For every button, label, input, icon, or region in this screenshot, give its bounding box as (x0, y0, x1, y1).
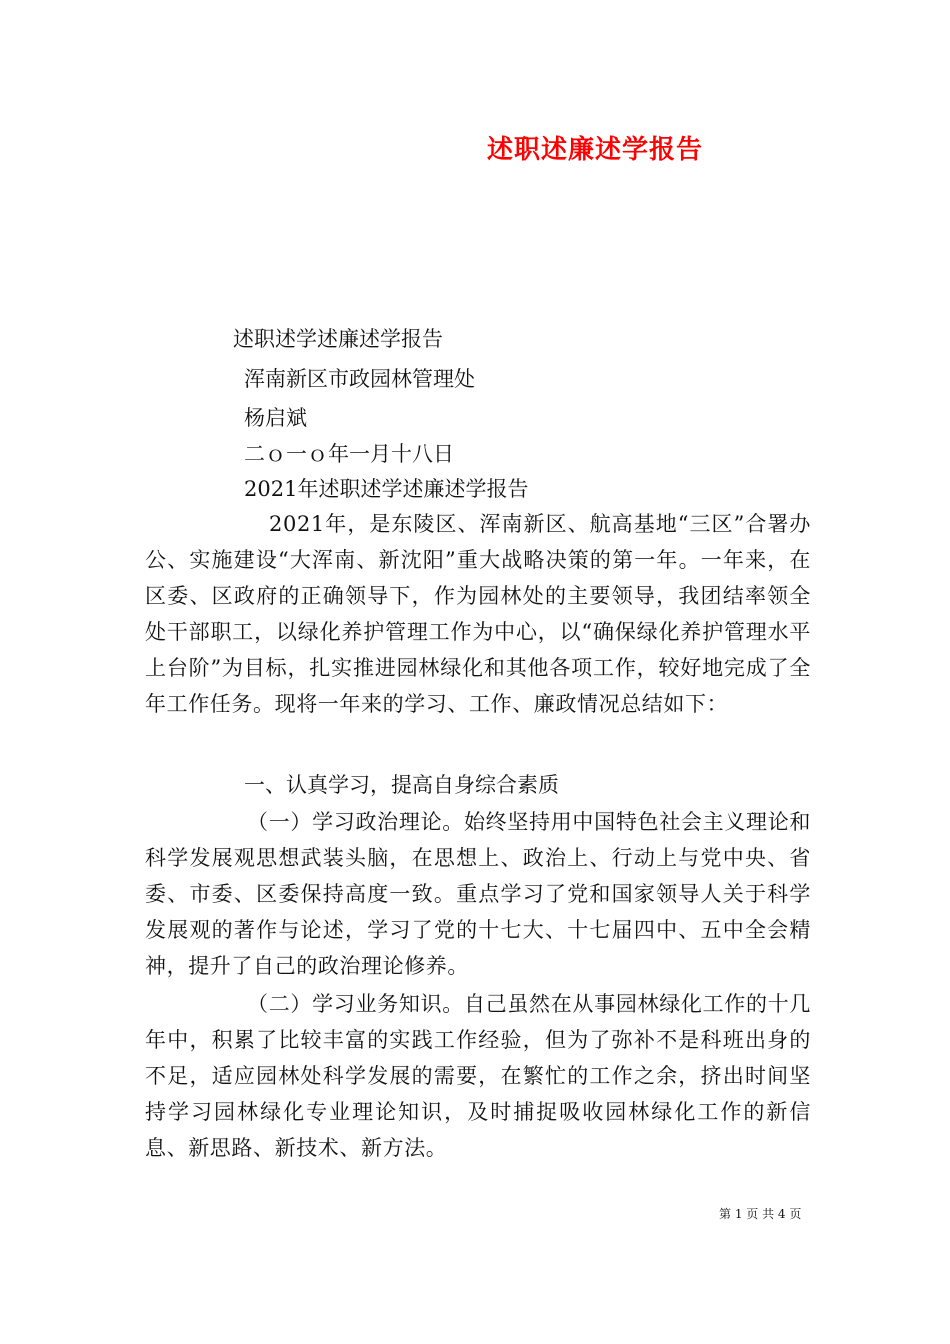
page-title: 述职述廉述学报告 (487, 135, 704, 165)
header-line-subtitle: 2021年述职述学述廉述学报告 (244, 477, 529, 501)
body-paragraph-intro: 2021年，是东陵区、浑南新区、航高基地“三区”合署办公、实施建设“大浑南、新沈阳”重大战略决策的第一年。一年来，在区委、区政府的正确领导下，作为园林处的主要领导，我团结率领全处干部职工，以绿化养护管理工作为中心，以“确保绿化养护管理水平上台阶”为目标，扎实推进园林绿化和其他各项工作，较好地完成了全年工作任务。现将一年来的学习、工作、廉政情况总结如下： (145, 512, 811, 716)
page-footer: 第 1 页 共 4 页 (719, 1207, 802, 1221)
header-line-date: 二ｏ一ｏ年一月十八日 (244, 442, 454, 466)
body-paragraph-business: （二）学习业务知识。自己虽然在从事园林绿化工作的十几年中，积累了比较丰富的实践工作经验，但为了弥补不是科班出身的不足，适应园林处科学发展的需要，在繁忙的工作之余，挤出时间坚持学习园林绿化专业理论知识，及时捕捉吸收园林绿化工作的新信息、新思路、新技术、新方法。 (145, 992, 811, 1160)
section-heading-1: 一、认真学习，提高自身综合素质 (244, 773, 559, 797)
header-line-author: 杨启斌 (244, 406, 307, 430)
header-line-report-title: 述职述学述廉述学报告 (233, 327, 443, 351)
header-line-organization: 浑南新区市政园林管理处 (244, 367, 475, 391)
body-paragraph-politics: （一）学习政治理论。始终坚持用中国特色社会主义理论和科学发展观思想武装头脑，在思想上、政治上、行动上与党中央、省委、市委、区委保持高度一致。重点学习了党和国家领导人关于科学发展观的著作与论述，学习了党的十七大、十七届四中、五中全会精神，提升了自己的政治理论修养。 (145, 810, 811, 978)
